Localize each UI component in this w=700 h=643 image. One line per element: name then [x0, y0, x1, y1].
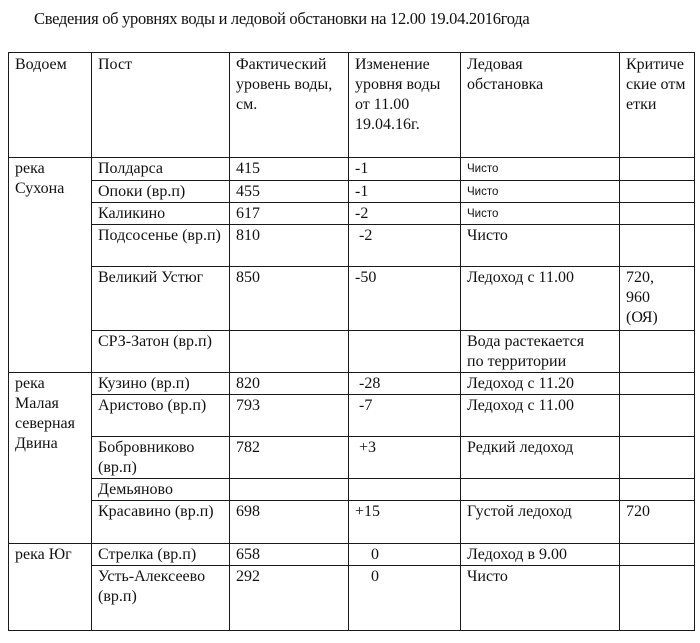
- ice-situation-cell: Ледоход в 9.00: [461, 544, 620, 566]
- actual-level-cell: 455: [230, 181, 349, 203]
- ice-situation-cell: [461, 479, 620, 501]
- header-ice-situation: Ледовая обстановка: [461, 53, 620, 158]
- level-change-cell: +15: [349, 501, 461, 544]
- critical-marks-cell: [620, 373, 695, 395]
- table-row: [9, 395, 695, 437]
- actual-level-cell: 793: [230, 395, 349, 437]
- ice-situation-cell: Ледоход с 11.00: [461, 395, 620, 437]
- table-row: [9, 544, 695, 566]
- level-change-cell: -50: [349, 267, 461, 331]
- actual-level-cell: 810: [230, 225, 349, 267]
- table-row: [9, 373, 695, 395]
- document-title: Сведения об уровнях воды и ледовой обстановки на 12.00 19.04.2016года: [34, 9, 530, 28]
- critical-marks-cell: [620, 479, 695, 501]
- water-body-cell: река Сухона: [9, 158, 92, 373]
- level-change-cell: -7: [349, 395, 461, 437]
- ice-situation-cell: Чисто: [461, 203, 620, 225]
- ice-situation-cell: Чисто: [461, 158, 620, 181]
- critical-marks-cell: [620, 544, 695, 566]
- actual-level-cell: 617: [230, 203, 349, 225]
- station-cell: Демьяново: [92, 479, 230, 501]
- header-level-change: Изменение уровня воды от 11.00 19.04.16г.: [349, 53, 461, 158]
- actual-level-cell: [230, 331, 349, 373]
- table-row: [9, 203, 695, 225]
- station-cell: СРЗ-Затон (вр.п): [92, 331, 230, 373]
- station-cell: Полдарса: [92, 158, 230, 181]
- table-row: [9, 331, 695, 373]
- ice-situation-cell: Вода растекается по территории: [461, 331, 620, 373]
- level-change-cell: [349, 331, 461, 373]
- level-change-cell: -2: [349, 225, 461, 267]
- header-row: [9, 53, 695, 158]
- station-cell: Аристово (вр.п): [92, 395, 230, 437]
- station-cell: Красавино (вр.п): [92, 501, 230, 544]
- table-row: [9, 225, 695, 267]
- station-cell: Каликино: [92, 203, 230, 225]
- header-water-body: Водоем: [9, 53, 92, 158]
- critical-marks-cell: [620, 437, 695, 479]
- table-row: [9, 181, 695, 203]
- ice-situation-cell: Редкий ледоход: [461, 437, 620, 479]
- level-change-cell: 0: [349, 566, 461, 631]
- table-row: [9, 267, 695, 331]
- level-change-cell: -28: [349, 373, 461, 395]
- level-change-cell: -1: [349, 181, 461, 203]
- ice-situation-cell: Густой ледоход: [461, 501, 620, 544]
- table-row: [9, 479, 695, 501]
- station-cell: Подсосенье (вр.п): [92, 225, 230, 267]
- station-cell: Опоки (вр.п): [92, 181, 230, 203]
- critical-marks-cell: [620, 158, 695, 181]
- table-row: [9, 158, 695, 181]
- water-body-cell: река Малая северная Двина: [9, 373, 92, 544]
- water-level-table: [8, 52, 695, 631]
- water-body-cell: река Юг: [9, 544, 92, 631]
- actual-level-cell: 782: [230, 437, 349, 479]
- header-station: Пост: [92, 53, 230, 158]
- table-row: [9, 566, 695, 631]
- station-cell: Великий Устюг: [92, 267, 230, 331]
- station-cell: Бобровниково (вр.п): [92, 437, 230, 479]
- actual-level-cell: 698: [230, 501, 349, 544]
- level-change-cell: 0: [349, 544, 461, 566]
- header-actual-level: Фактический уровень воды, см.: [230, 53, 349, 158]
- actual-level-cell: [230, 479, 349, 501]
- level-change-cell: [349, 479, 461, 501]
- header-critical-marks: Критические отметки: [620, 53, 695, 158]
- ice-situation-cell: Чисто: [461, 225, 620, 267]
- critical-marks-cell: [620, 395, 695, 437]
- actual-level-cell: 292: [230, 566, 349, 631]
- ice-situation-cell: Чисто: [461, 181, 620, 203]
- actual-level-cell: 850: [230, 267, 349, 331]
- critical-marks-cell: [620, 203, 695, 225]
- level-change-cell: +3: [349, 437, 461, 479]
- station-cell: Усть-Алексеево (вр.п): [92, 566, 230, 631]
- critical-marks-cell: [620, 331, 695, 373]
- ice-situation-cell: Чисто: [461, 566, 620, 631]
- level-change-cell: -1: [349, 158, 461, 181]
- critical-marks-cell: [620, 225, 695, 267]
- critical-marks-cell: 720, 960 (ОЯ): [620, 267, 695, 331]
- actual-level-cell: 658: [230, 544, 349, 566]
- table-row: [9, 437, 695, 479]
- actual-level-cell: 415: [230, 158, 349, 181]
- table-row: [9, 501, 695, 544]
- ice-situation-cell: Ледоход с 11.00: [461, 267, 620, 331]
- critical-marks-cell: 720: [620, 501, 695, 544]
- level-change-cell: -2: [349, 203, 461, 225]
- critical-marks-cell: [620, 566, 695, 631]
- ice-situation-cell: Ледоход с 11.20: [461, 373, 620, 395]
- actual-level-cell: 820: [230, 373, 349, 395]
- critical-marks-cell: [620, 181, 695, 203]
- station-cell: Кузино (вр.п): [92, 373, 230, 395]
- station-cell: Стрелка (вр.п): [92, 544, 230, 566]
